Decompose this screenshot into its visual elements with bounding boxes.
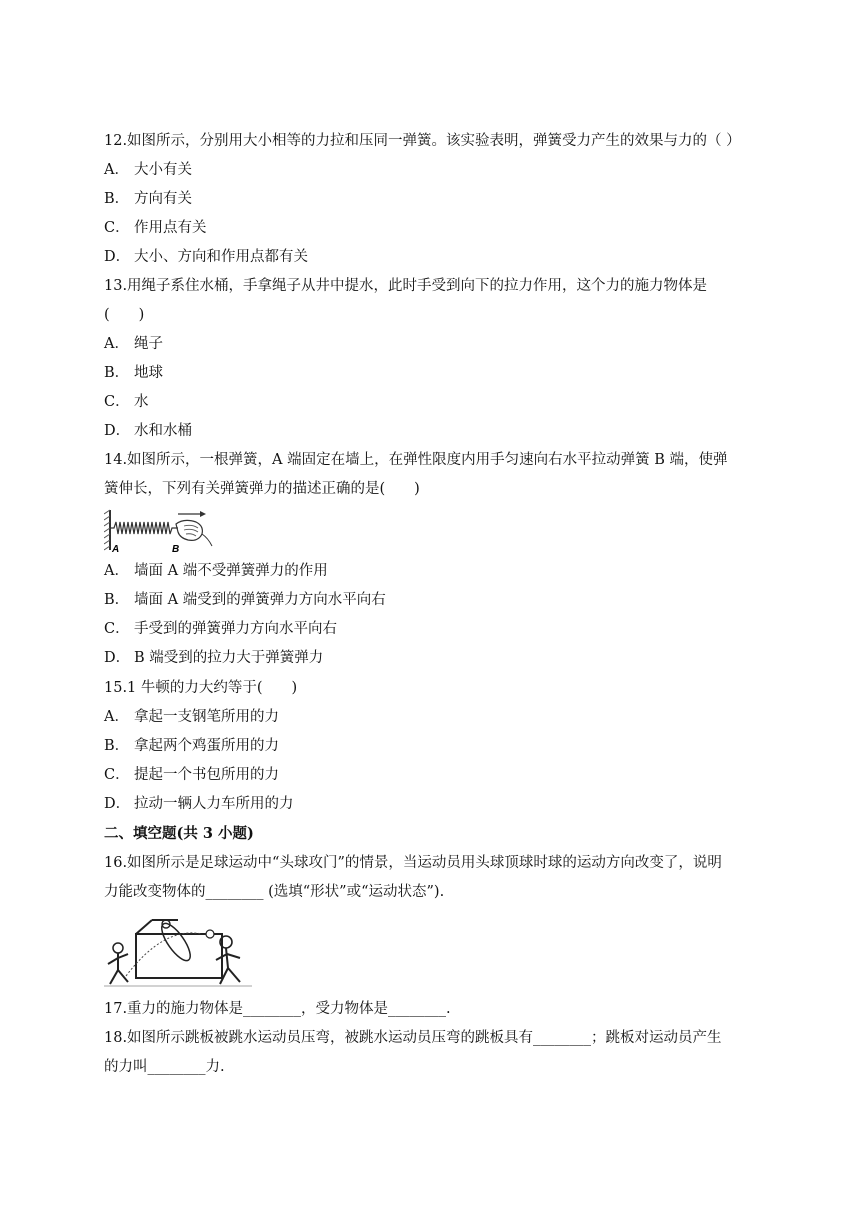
q18-stem-line1: 18.如图所示跳板被跳水运动员压弯，被跳水运动员压弯的跳板具有________；跳板对运动员产生 [104,1030,722,1046]
option-key: D． [104,650,131,666]
option-key: A． [104,709,129,725]
q13-option-d [104,421,192,441]
option-text: 水和水桶 [134,423,192,439]
left-player-body [108,953,128,984]
q13-option-c [104,392,149,412]
q12-option-a [104,160,192,180]
option-text: 拿起一支钢笔所用的力 [134,709,279,725]
left-player-head [113,943,123,953]
option-key: B． [104,738,130,754]
option-text: 方向有关 [134,191,192,207]
spring-figure-svg [104,508,214,554]
q12-stem: 12.如图所示，分别用大小相等的力拉和压同一弹簧。该实验表明，弹簧受力产生的效果与力的（ ） [104,133,741,149]
option-text: 作用点有关 [134,220,207,236]
q13-option-a [104,334,163,354]
option-text: 拿起两个鸡蛋所用的力 [134,738,279,754]
option-key: A． [104,336,129,352]
spring-wall-hand-figure [104,508,214,554]
label-a: A [112,544,120,554]
option-key: C． [104,394,130,410]
option-text: 提起一个书包所用的力 [134,767,279,783]
q15-option-d [104,794,294,814]
q16-stem-line1: 16.如图所示是足球运动中“头球攻门”的情景，当运动员用头球顶球时球的运动方向改变了，说明 [104,855,722,871]
spring-coil [110,522,178,534]
label-b: B [172,544,180,554]
q15-option-b [104,736,279,756]
q13-stem-line2: ( ) [104,307,145,323]
goal-post-top [136,920,152,934]
q12-option-b [104,189,192,209]
option-text: 绳子 [134,336,163,352]
q14-option-b [104,590,386,610]
hand-fingers [184,525,198,536]
header-figure-svg [104,912,252,990]
q15-stem: 15.1 牛顿的力大约等于( ) [104,680,298,696]
option-key: A． [104,563,129,579]
option-key: B． [104,365,130,381]
option-key: D． [104,796,131,812]
q12-option-c [104,218,207,238]
option-key: D． [104,249,131,265]
q13-stem-line1: 13.用绳子系住水桶，手拿绳子从井中提水，此时手受到向下的拉力作用，这个力的施力物体是 [104,278,708,294]
option-text: 大小、方向和作用点都有关 [134,249,308,265]
ball-icon [206,930,214,938]
option-text: 大小有关 [134,162,192,178]
q15-option-a [104,707,279,727]
option-text: 拉动一辆人力车所用的力 [134,796,294,812]
option-text: 水 [134,394,149,410]
q14-option-c [104,619,337,639]
option-text: 手受到的弹簧弹力方向水平向右 [134,621,337,637]
q14-stem-line2: 簧伸长，下列有关弹簧弹力的描述正确的是( ) [104,481,420,497]
option-key: A． [104,162,129,178]
option-text: 墙面 A 端受到的弹簧弹力方向水平向右 [134,592,386,608]
q13-option-b [104,363,163,383]
option-text: B 端受到的拉力大于弹簧弹力 [134,650,324,666]
q16-stem-line2: 力能改变物体的________ (选填“形状”或“运动状态”). [104,884,445,900]
option-key: C． [104,767,130,783]
option-key: B． [104,592,130,608]
hand-outline [176,520,202,540]
q17-stem: 17.重力的施力物体是________，受力物体是________. [104,1001,451,1017]
option-key: D． [104,423,131,439]
option-text: 墙面 A 端不受弹簧弹力的作用 [134,563,328,579]
option-key: C． [104,621,130,637]
q12-option-d [104,247,308,267]
q18-stem-line2: 的力叫________力. [104,1059,225,1075]
q14-stem-line1: 14.如图所示，一根弹簧，A 端固定在墙上，在弹性限度内用手匀速向右水平拉动弹簧 B 端，使弹 [104,452,728,468]
q14-option-d [104,648,323,668]
q15-option-c [104,765,279,785]
arm-line [202,534,212,546]
header-goal-figure [104,912,252,990]
option-key: B． [104,191,130,207]
section-heading-fill-in: 二、填空题(共 3 小题) [104,825,254,842]
goal-frame [136,934,222,978]
option-text: 地球 [134,365,163,381]
q14-option-a [104,561,328,581]
option-key: C． [104,220,130,236]
force-arrow-head [200,511,206,517]
